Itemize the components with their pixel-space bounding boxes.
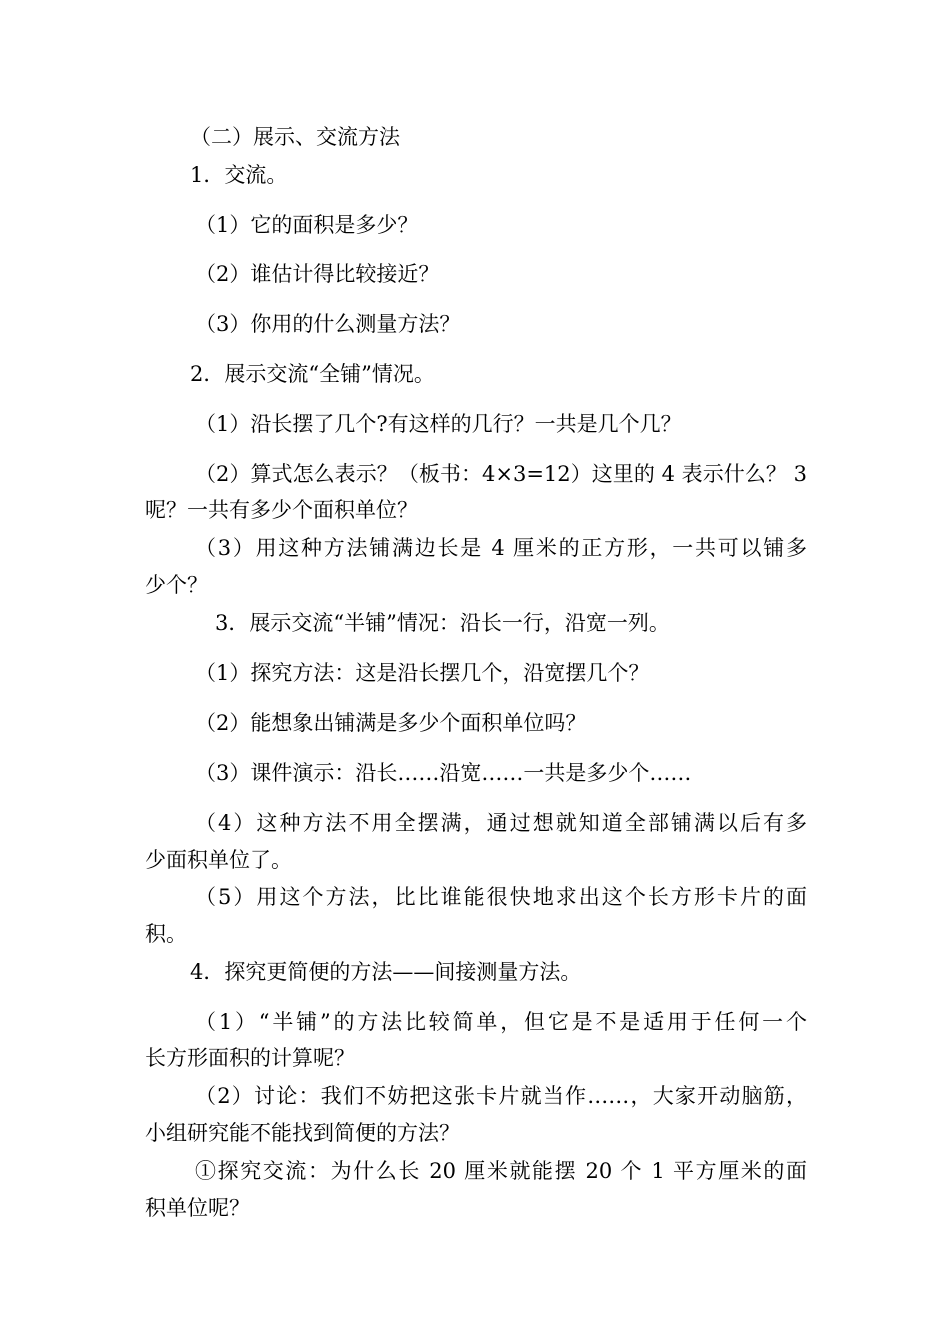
- item-1-heading: 1．交流。: [190, 163, 288, 187]
- item-3-sub-1: （1）探究方法：这是沿长摆几个，沿宽摆几个？: [195, 661, 650, 685]
- item-4-sub-1-line-2: 长方形面积的计算呢？: [145, 1046, 355, 1070]
- item-3-sub-2: （2）能想象出铺满是多少个面积单位吗？: [195, 711, 587, 735]
- item-3-sub-4-line-2: 少面积单位了。: [145, 848, 292, 872]
- item-1-sub-3: （3）你用的什么测量方法？: [195, 312, 461, 336]
- item-4-sub-3-line-1: ①探究交流：为什么长 20 厘米就能摆 20 个 1 平方厘米的面: [195, 1159, 807, 1183]
- item-4-sub-3-line-2: 积单位呢？: [145, 1196, 250, 1220]
- item-4-sub-1-line-1: （1）“半铺”的方法比较简单，但它是不是适用于任何一个: [195, 1010, 807, 1034]
- item-2-sub-2-line-1: （2）算式怎么表示？（板书：4×3=12）这里的 4 表示什么？ 3: [195, 462, 807, 486]
- item-3-sub-5-line-1: （5）用这个方法，比比谁能很快地求出这个长方形卡片的面: [195, 885, 807, 909]
- item-3-heading: 3．展示交流“半铺”情况：沿长一行，沿宽一列。: [215, 611, 670, 635]
- item-4-sub-2-line-1: （2）讨论：我们不妨把这张卡片就当作……，大家开动脑筋，: [195, 1084, 807, 1108]
- item-3-sub-5-line-2: 积。: [145, 922, 187, 946]
- item-1-sub-1: （1）它的面积是多少？: [195, 213, 419, 237]
- item-2-sub-2-line-2: 呢？一共有多少个面积单位？: [145, 498, 418, 522]
- item-2-heading: 2．展示交流“全铺”情况。: [190, 362, 435, 386]
- item-2-sub-3-line-1: （3）用这种方法铺满边长是 4 厘米的正方形，一共可以铺多: [195, 536, 807, 560]
- item-3-sub-3: （3）课件演示：沿长……沿宽……一共是多少个……: [195, 761, 692, 785]
- item-2-sub-1: （1）沿长摆了几个?有这样的几行？一共是几个几？: [195, 412, 682, 436]
- item-1-sub-2: （2）谁估计得比较接近？: [195, 262, 440, 286]
- item-2-sub-3-line-2: 少个？: [145, 573, 208, 597]
- item-4-sub-2-line-2: 小组研究能不能找到简便的方法？: [145, 1121, 460, 1145]
- item-3-sub-4-line-1: （4）这种方法不用全摆满，通过想就知道全部铺满以后有多: [195, 811, 807, 835]
- section-heading: （二）展示、交流方法: [190, 125, 400, 149]
- item-4-heading: 4．探究更简便的方法——间接测量方法。: [190, 960, 582, 984]
